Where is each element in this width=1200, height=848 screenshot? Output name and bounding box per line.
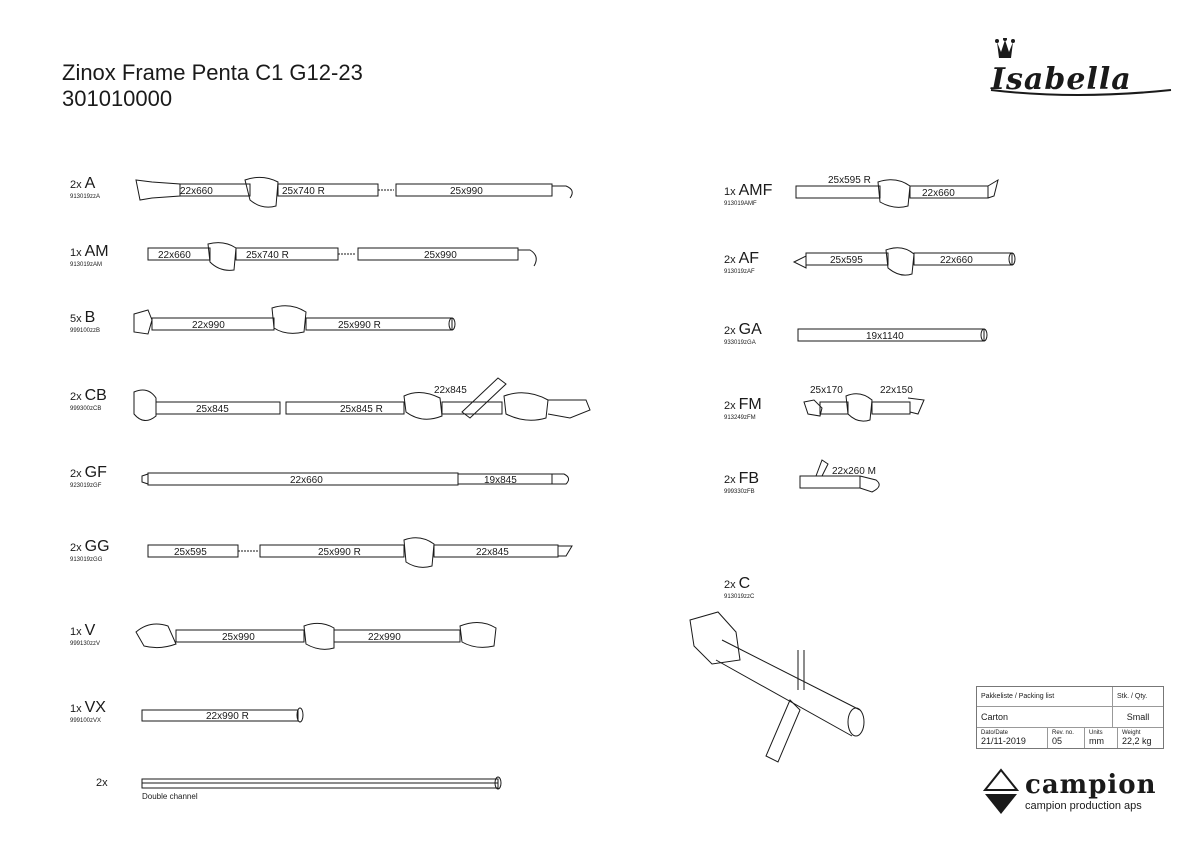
part-label-ga: 2x GA 933019zGA [724,321,762,346]
svg-text:25x990: 25x990 [222,632,255,643]
svg-text:22x660: 22x660 [158,250,191,261]
part-label-am: 1x AM 913019zAM [70,243,109,268]
svg-text:25x170: 25x170 [810,385,843,396]
qty-label: Stk. / Qty. [1117,693,1148,700]
drawing-double-channel [142,777,501,789]
campion-triangle-icon [983,768,1019,816]
svg-text:22x150: 22x150 [880,385,913,396]
svg-text:25x740 R: 25x740 R [282,186,325,197]
svg-text:19x1140: 19x1140 [866,331,904,342]
part-label-double-channel: 2x [96,777,108,789]
svg-text:22x845: 22x845 [434,385,467,396]
brand-name: Isabella [991,62,1132,97]
svg-text:25x990: 25x990 [424,250,457,261]
drawing-part-gf [142,473,569,486]
svg-text:25x990: 25x990 [450,186,483,197]
drawing-part-v [136,622,496,649]
drawing-part-af [794,248,1015,275]
svg-text:22x990: 22x990 [368,632,401,643]
part-label-cb: 2x CB 999300zCB [70,387,107,412]
drawing-part-a [136,177,572,207]
part-label-amf: 1x AMF 913019AMF [724,182,773,207]
drawing-part-vx [142,708,303,722]
svg-text:22x660: 22x660 [922,188,955,199]
drawing-part-b [134,306,455,334]
packing-item: Carton [977,707,1113,727]
packing-meta-row [977,728,1163,748]
packing-list-label: Pakkeliste / Packing list [977,687,1113,706]
svg-text:22x660: 22x660 [940,255,973,266]
svg-text:22x660: 22x660 [290,475,323,486]
svg-text:25x740 R: 25x740 R [246,250,289,261]
drawing-part-c [690,612,864,762]
packing-header-row [977,687,1163,707]
svg-text:25x595: 25x595 [174,547,207,558]
document-title: Zinox Frame Penta C1 G12-23 [62,60,363,85]
part-label-a: 2x A 913019zzA [70,175,101,200]
svg-text:19x845: 19x845 [484,475,517,486]
double-channel-note: Double channel [142,792,198,801]
svg-text:22x660: 22x660 [180,186,213,197]
document-number: 301010000 [62,86,173,111]
units-cell: Units mm [1085,728,1118,748]
date-cell: Dato/Date 21/11-2019 [977,728,1048,748]
part-label-gf: 2x GF 923019zGF [70,464,107,489]
svg-text:22x990: 22x990 [192,320,225,331]
svg-text:22x990 R: 22x990 R [206,711,249,722]
svg-text:25x595 R: 25x595 R [828,175,871,186]
packing-item-row [977,707,1163,728]
part-label-v: 1x V 999130zzV [70,622,101,647]
packing-list-table [976,686,1164,749]
drawing-part-gg [148,538,572,568]
rev-cell: Rev. no. 05 [1048,728,1085,748]
part-label-fb: 2x FB 999330zFB [724,470,760,495]
svg-text:25x595: 25x595 [830,255,863,266]
campion-full-name: campion production aps [1025,800,1142,812]
packing-item-qty: Small [1126,712,1150,722]
svg-text:25x845 R: 25x845 R [340,404,383,415]
part-label-af: 2x AF 913019zAF [724,250,760,275]
svg-text:25x990 R: 25x990 R [338,320,381,331]
part-label-vx: 1x VX 999100zVX [70,699,106,724]
drawing-part-cb [134,378,590,421]
svg-text:22x260 M: 22x260 M [832,466,876,477]
drawing-part-fm [804,385,924,421]
svg-text:25x845: 25x845 [196,404,229,415]
campion-logo [983,768,1163,816]
drawing-part-am [148,243,536,271]
drawing-part-amf [796,175,998,207]
drawing-part-fb [800,460,879,492]
part-label-gg: 2x GG 913019zGG [70,538,110,563]
svg-text:22x845: 22x845 [476,547,509,558]
part-label-b: 5x B 999100zzB [70,309,101,334]
campion-name: campion [1025,770,1157,800]
svg-text:25x990 R: 25x990 R [318,547,361,558]
drawing-part-ga [798,329,987,342]
part-label-c: 2x C 913019zzC [724,575,755,600]
weight-cell: Weight 22,2 kg [1122,730,1152,746]
part-label-fm: 2x FM 913249zFM [724,396,762,421]
